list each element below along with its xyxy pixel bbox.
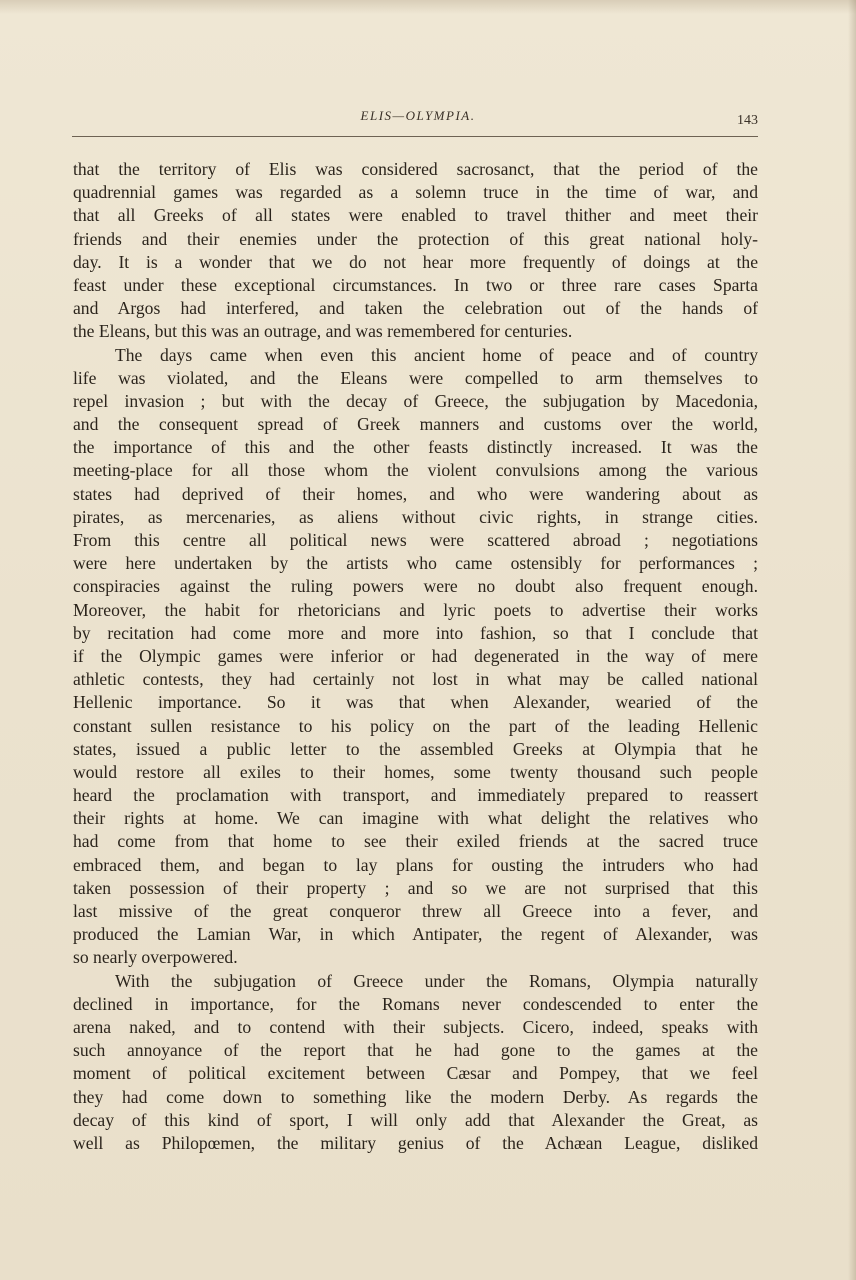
text-line: From this centre all political news were scattered abroad ; negotiations — [73, 530, 758, 550]
text-line: With the subjugation of Greece under the Romans, Olympia naturally — [115, 970, 758, 991]
text-line: would restore all exiles to their homes, some twenty thousand such people — [73, 761, 758, 782]
text-line: last missive of the great conqueror threw all Greece into a fever, and — [73, 901, 758, 921]
text-line: meeting-place for all those whom the violent convulsions among the various — [73, 460, 758, 481]
running-head — [0, 108, 856, 124]
text-line: quadrennial games was regarded as a solemn truce in the time of war, and — [73, 182, 758, 203]
paragraph — [73, 344, 758, 970]
header-rule — [72, 136, 758, 137]
text-line: pirates, as mercenaries, as aliens without civic rights, in strange cities. — [73, 506, 758, 527]
text-line: their rights at home. We can imagine with what delight the relatives who — [73, 808, 758, 829]
text-line: decay of this kind of sport, I will only add that Alexander the Great, as — [73, 1109, 758, 1130]
text-line: taken possession of their property ; and so we are not surprised that this — [73, 877, 758, 898]
text-line: such annoyance of the report that he had gone to the games at the — [73, 1040, 758, 1061]
text-line: and the consequent spread of Greek manners and customs over the world, — [73, 414, 758, 435]
text-line: states had deprived of their homes, and who were wandering about as — [73, 483, 758, 504]
running-title: ELIS—OLYMPIA. — [360, 108, 476, 123]
text-line: Moreover, the habit for rhetoricians and lyric poets to advertise their works — [73, 599, 758, 620]
text-line: if the Olympic games were inferior or had degenerated in the way of mere — [73, 645, 758, 666]
text-line: had come from that home to see their exiled friends at the sacred truce — [73, 831, 758, 852]
text-line: that the territory of Elis was considered sacrosanct, that the period of the — [73, 159, 758, 179]
text-line: so nearly overpowered. — [73, 947, 238, 968]
text-line: conspiracies against the ruling powers were no doubt also frequent enough. — [73, 576, 758, 597]
text-line: they had come down to something like the modern Derby. As regards the — [73, 1086, 758, 1107]
text-line: were here undertaken by the artists who came ostensibly for performances ; — [73, 553, 758, 574]
paragraph — [73, 158, 758, 344]
text-line: athletic contests, they had certainly not lost in what may be called national — [73, 669, 758, 690]
text-line: well as Philopœmen, the military genius of the Achæan League, disliked — [73, 1132, 758, 1153]
paragraph — [73, 970, 758, 1156]
text-line: embraced them, and began to lay plans for ousting the intruders who had — [73, 854, 758, 875]
text-line: feast under these exceptional circumstances. In two or three rare cases Sparta — [73, 274, 758, 295]
text-line: the importance of this and the other feasts distinctly increased. It was the — [73, 437, 758, 458]
text-line: produced the Lamian War, in which Antipater, the regent of Alexander, was — [73, 924, 758, 945]
text-line: states, issued a public letter to the assembled Greeks at Olympia that he — [73, 738, 758, 759]
text-line: life was violated, and the Eleans were compelled to arm themselves to — [73, 367, 758, 388]
text-line: arena naked, and to contend with their subjects. Cicero, indeed, speaks with — [73, 1016, 758, 1037]
text-line: friends and their enemies under the protection of this great national holy- — [73, 228, 758, 249]
text-line: by recitation had come more and more into fashion, so that I conclude that — [73, 622, 758, 643]
text-line: The days came when even this ancient home of peace and of country — [115, 344, 758, 365]
text-line: repel invasion ; but with the decay of Greece, the subjugation by Macedonia, — [73, 390, 758, 411]
text-line: heard the proclamation with transport, and immediately prepared to reassert — [73, 785, 758, 806]
text-line: moment of political excitement between Cæsar and Pompey, that we feel — [73, 1063, 758, 1084]
text-line: declined in importance, for the Romans never condescended to enter the — [73, 993, 758, 1014]
text-line: the Eleans, but this was an outrage, and was remembered for centuries. — [73, 321, 573, 342]
text-line: Hellenic importance. So it was that when Alexander, wearied of the — [73, 692, 758, 713]
text-line: and Argos had interfered, and taken the celebration out of the hands of — [73, 298, 758, 319]
text-line: constant sullen resistance to his policy on the part of the leading Hellenic — [73, 715, 758, 736]
text-line: that all Greeks of all states were enabled to travel thither and meet their — [73, 205, 758, 226]
body-text — [73, 158, 758, 1155]
page-number: 143 — [737, 113, 758, 128]
text-line: day. It is a wonder that we do not hear more frequently of doings at the — [73, 251, 758, 272]
